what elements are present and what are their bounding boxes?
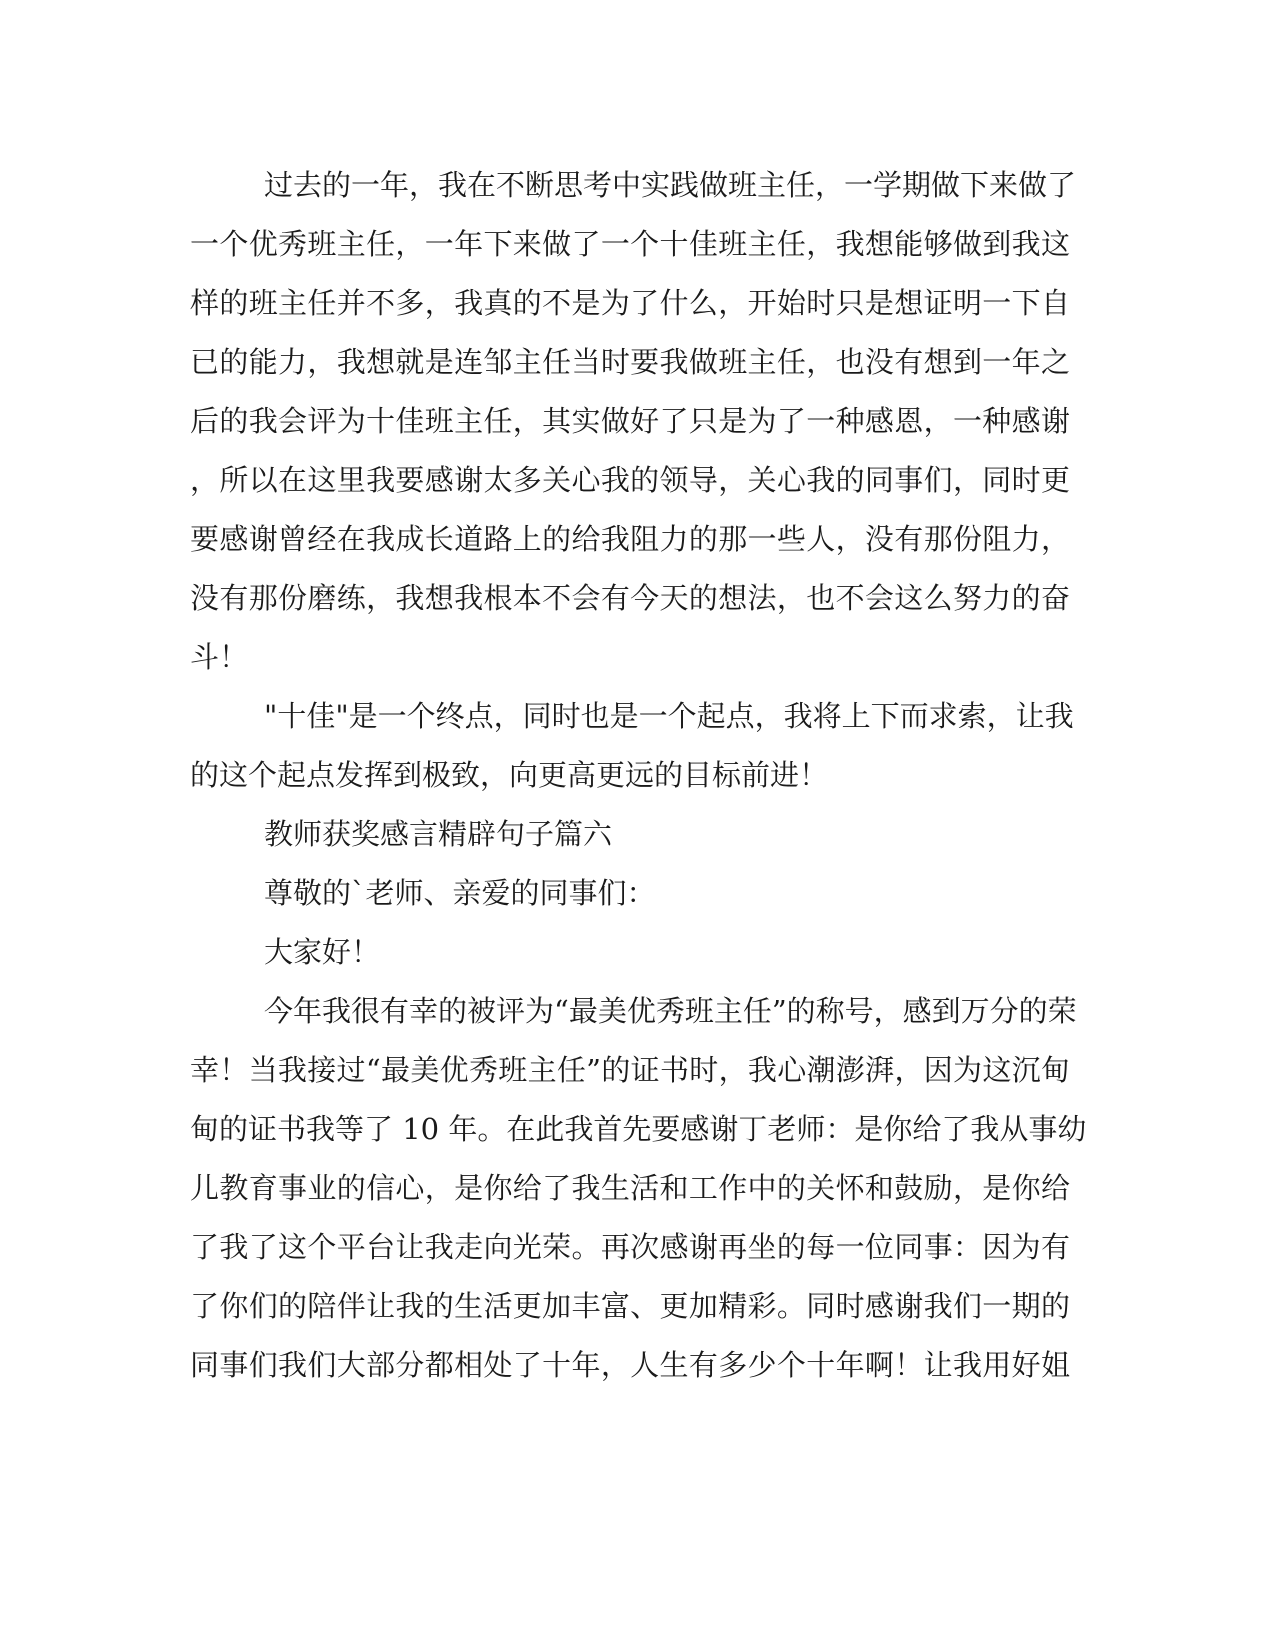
paragraph-2-line-2: 的这个起点发挥到极致，向更高更远的目标前进！ <box>190 758 829 792</box>
paragraph-1-line-3: 样的班主任并不多，我真的不是为了什么，开始时只是想证明一下自 <box>190 286 1070 320</box>
paragraph-3-line-3: 甸的证书我等了 10 年。在此我首先要感谢丁老师：是你给了我从事幼 <box>190 1112 1087 1146</box>
paragraph-3-line-6: 了你们的陪伴让我的生活更加丰富、更加精彩。同时感谢我们一期的 <box>190 1289 1070 1323</box>
paragraph-1-line-6: ，所以在这里我要感谢太多关心我的领导，关心我的同事们，同时更 <box>190 463 1070 497</box>
paragraph-1-line-5: 后的我会评为十佳班主任，其实做好了只是为了一种感恩，一种感谢 <box>190 404 1070 438</box>
paragraph-1-line-2: 一个优秀班主任，一年下来做了一个十佳班主任，我想能够做到我这 <box>190 227 1070 261</box>
greeting: 大家好！ <box>264 935 381 969</box>
paragraph-1-line-9: 斗！ <box>190 640 249 674</box>
salutation: 尊敬的`老师、亲爱的同事们： <box>264 876 656 910</box>
paragraph-1-line-8: 没有那份磨练，我想我根本不会有今天的想法，也不会这么努力的奋 <box>190 581 1070 615</box>
paragraph-1-line-4: 已的能力，我想就是连邹主任当时要我做班主任，也没有想到一年之 <box>190 345 1070 379</box>
paragraph-2-line-1: "十佳"是一个终点，同时也是一个起点，我将上下而求索，让我 <box>264 699 1074 733</box>
paragraph-1-line-1: 过去的一年，我在不断思考中实践做班主任，一学期做下来做了 <box>264 168 1077 202</box>
section-heading: 教师获奖感言精辟句子篇六 <box>264 817 613 851</box>
paragraph-3-line-7: 同事们我们大部分都相处了十年，人生有多少个十年啊！让我用好姐 <box>190 1348 1070 1382</box>
paragraph-3-line-5: 了我了这个平台让我走向光荣。再次感谢再坐的每一位同事：因为有 <box>190 1230 1070 1264</box>
paragraph-3-line-2: 幸！当我接过“最美优秀班主任”的证书时，我心潮澎湃，因为这沉甸 <box>190 1053 1070 1087</box>
paragraph-3-line-1: 今年我很有幸的被评为“最美优秀班主任”的称号，感到万分的荣 <box>264 994 1077 1028</box>
paragraph-3-line-4: 儿教育事业的信心，是你给了我生活和工作中的关怀和鼓励，是你给 <box>190 1171 1070 1205</box>
paragraph-1-line-7: 要感谢曾经在我成长道路上的给我阻力的那一些人，没有那份阻力， <box>190 522 1070 556</box>
